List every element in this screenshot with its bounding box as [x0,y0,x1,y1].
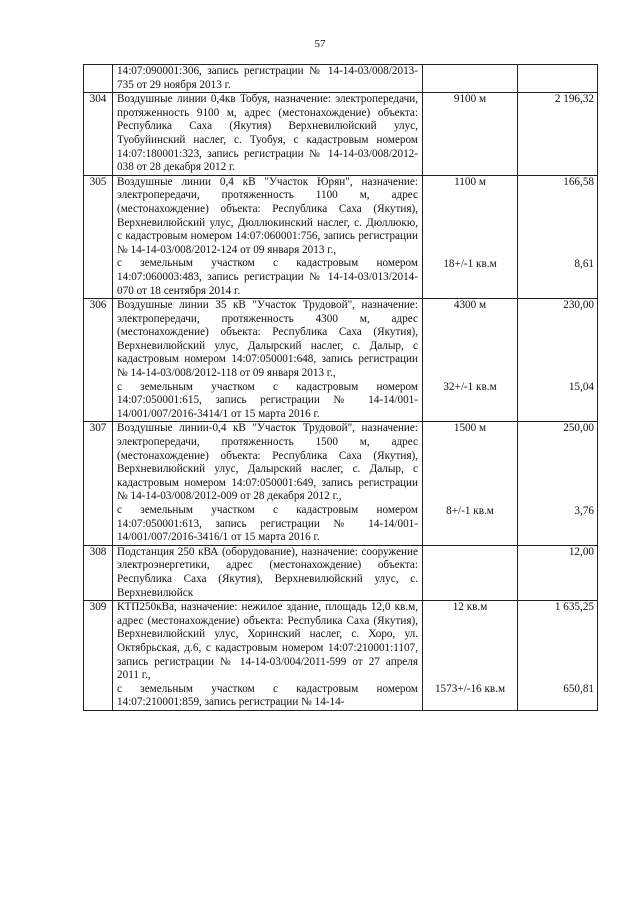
land-area: 32+/-1 кв.м [443,381,497,394]
row-quantity [423,545,518,600]
land-plot-description: с земельным участком с кадастровым номером 14:07:050001:615, запись регистрации № 14-14/001-14/001/007/2016-3414/1 от 15 марта 2016 г. [117,380,418,420]
row-quantity [423,601,518,711]
object-description: 14:07:090001:306, запись регистрации № 14-14-03/008/2013-735 от 29 ноября 2013 г. [117,65,418,91]
table-row [84,175,598,298]
row-quantity [423,93,518,176]
row-quantity [423,422,518,545]
land-area: 1573+/-16 кв.м [434,683,506,696]
land-area: 18+/-1 кв.м [443,257,497,270]
row-value [518,175,598,298]
row-number [84,65,113,93]
table-row [84,422,598,545]
object-value: 250,00 [563,422,594,435]
land-value: 650,81 [563,683,594,696]
page-number: 57 [314,38,326,50]
row-description [113,175,423,298]
row-value [518,299,598,422]
row-value [518,601,598,711]
land-area: 8+/-1 кв.м [446,504,494,517]
object-quantity: 9100 м [453,93,487,106]
object-description: Воздушные линии 0,4 кВ "Участок Юрян", назначение: электропередачи, протяженность 1100 м, адрес (местонахождение) объекта: Республика Саха (Якутия), Верхневилюйский улус, Дюллюкинский наслег, с. Дюллюкю, с кадастровым номером 14:07:060001:756, запись регистрации № 14-14-03/008/2012-124 от 09 января 2013 г., [117,175,418,256]
row-number: 308 [84,545,113,600]
table-row [84,65,598,93]
row-number: 307 [84,422,113,545]
object-value: 166,58 [563,175,594,188]
object-description: Воздушные линии 35 кВ "Участок Трудовой", назначение: электропередачи, протяженность 4300 м, адрес (местонахождение) объекта: Республика Саха (Якутия), Верхневилюйский улус, Далырский наслег, с. Далыр, с кадастровым номером 14:07:050001:648, запись регистрации № 14-14-03/008/2012-118 от 09 января 2013 г., [117,299,418,380]
land-value: 8,61 [574,257,594,270]
row-number: 304 [84,93,113,176]
row-description [113,93,423,176]
table-row [84,601,598,711]
row-description [113,65,423,93]
object-quantity: 4300 м [453,299,487,312]
row-description [113,422,423,545]
row-quantity [423,299,518,422]
object-value: 1 635,25 [554,601,594,614]
object-value: 12,00 [568,545,594,558]
object-description: КТП250кВа, назначение: нежилое здание, площадь 12,0 кв.м, адрес (местонахождение) объекта: Республика Саха (Якутия), Верхневилюйский улус, Хоринский наслег, с. Хоро, ул. Октябрьская, д.6, с кадастровым номером 14:07:210001:1107, запись регистрации № 14-14-03/004/2011-599 от 27 апреля 2011 г., [117,601,418,682]
row-number: 305 [84,175,113,298]
land-plot-description: с земельным участком с кадастровым номером 14:07:050001:613, запись регистрации № 14-14/001-14/001/007/2016-3416/1 от 15 марта 2016 г. [117,504,418,544]
object-value: 230,00 [563,299,594,312]
table-row [84,299,598,422]
row-value [518,422,598,545]
object-description: Воздушные линии-0,4 кВ "Участок Трудовой", назначение: электропередачи, протяженность 1500 м, адрес (местонахождение) объекта: Республика Саха (Якутия), Верхневилюйский улус, Далырский наслег, с. Далыр, с кадастровым номером 14:07:050001:649, запись регистрации № 14-14-03/008/2012-009 от 28 декабря 2012 г., [117,422,418,503]
land-plot-description: с земельным участком с кадастровым номером 14:07:060003:483, запись регистрации № 14-14-03/013/2014-070 от 18 сентября 2014 г. [117,257,418,297]
land-value: 3,76 [574,504,594,517]
object-quantity: 1500 м [453,422,487,435]
object-quantity: 1100 м [454,175,486,188]
property-table [83,64,598,711]
row-description [113,545,423,600]
row-quantity [423,65,518,93]
row-value [518,93,598,176]
land-plot-description: с земельным участком с кадастровым номером 14:07:210001:859, запись регистрации № 14-14- [117,682,418,709]
row-number: 309 [84,601,113,711]
object-description: Подстанция 250 кВА (оборудование), назначение: сооружение электроэнергетики, адрес (местонахождение) объекта: Республика Саха (Якутия), Верхневилюйский улус, с. Верхневилюйск [117,545,418,599]
row-number: 306 [84,299,113,422]
object-description: Воздушные линии 0,4кв Тобуя, назначение: электропередачи, протяженность 9100 м, адрес (местонахождение) объекта: Республика Саха (Якутия) Верхневилюйский улус, Туобуйинский наслег, с. Туобуя, с кадастровым номером 14:07:180001:323, запись регистрации № 14-14-03/008/2012-038 от 28 декабря 2012 г. [117,93,418,174]
object-quantity: 12 кв.м [452,601,488,614]
object-value: 2 196,32 [554,93,594,106]
row-value [518,65,598,93]
row-description [113,601,423,711]
table-row [84,93,598,176]
row-quantity [423,175,518,298]
land-value: 15,04 [568,381,594,394]
row-description [113,299,423,422]
table-row [84,545,598,600]
row-value [518,545,598,600]
